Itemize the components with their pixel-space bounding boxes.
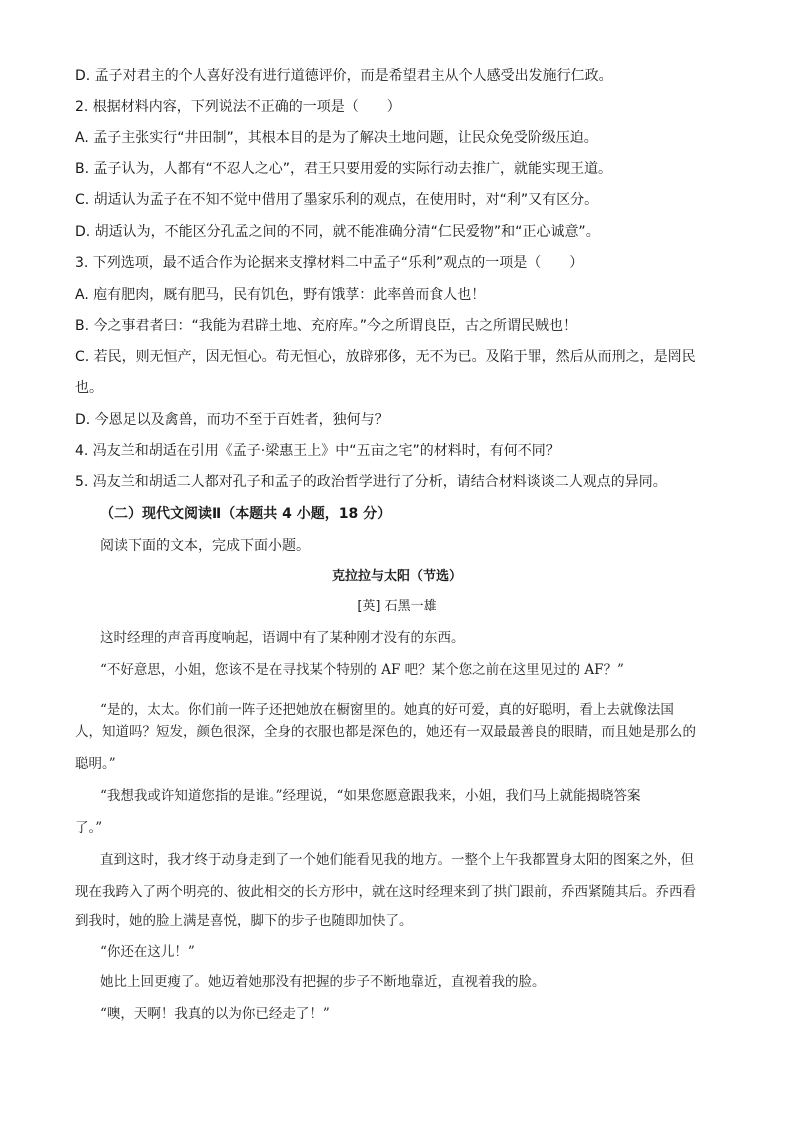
story-line: “不好意思，小姐，您该不是在寻找某个特别的 AF 吧？某个您之前在这里见过的 AF？”: [100, 662, 624, 678]
story-line: 聪明。”: [75, 756, 116, 772]
story-line: 现在我跨入了两个明亮的、彼此相交的长方形中，就在这时经理来到了拱门跟前，乔西紧随其后。乔西看: [75, 884, 696, 900]
section-heading: （二）现代文阅读Ⅱ（本题共 4 小题，18 分）: [100, 506, 392, 522]
story-line: “我想我或许知道您指的是谁。”经理说，“如果您愿意跟我来，小姐，我们马上就能揭晓答案: [100, 788, 641, 804]
story-line: “噢，天啊！我真的以为你已经走了！”: [100, 1006, 330, 1022]
story-line: 她比上回更瘦了。她迈着她那没有把握的步子不断地靠近，直视着我的脸。: [100, 974, 546, 990]
q3-option-b: B. 今之事君者曰：“我能为君辟土地、充府库。”今之所谓良臣，古之所谓民贼也！: [75, 318, 578, 334]
q3-option-d: D. 今恩足以及禽兽，而功不至于百姓者，独何与？: [75, 412, 389, 428]
q2-option-c: C. 胡适认为孟子在不知不觉中借用了墨家乐利的观点，在使用时，对“利”又有区分。: [75, 192, 599, 208]
story-line: 到我时，她的脸上满是喜悦，脚下的步子也随即加快了。: [75, 913, 413, 929]
q1-option-d: D. 孟子对君主的个人喜好没有进行道德评价，而是希望君主从个人感受出发施行仁政。: [75, 68, 613, 84]
story-line: 人，知道吗？短发，颜色很深，全身的衣服也都是深色的，她还有一双最最善良的眼睛，而且她是那么的: [75, 724, 696, 740]
q3-option-c: C. 若民，则无恒产，因无恒心。苟无恒心，放辟邪侈，无不为已。及陷于罪，然后从而刑之，是罔民: [75, 349, 696, 365]
story-line: 这时经理的声音再度响起，语调中有了某种刚才没有的东西。: [100, 630, 465, 646]
story-author: [英] 石黑一雄: [357, 599, 437, 614]
q3-option-c-cont: 也。: [75, 380, 103, 396]
section-instruction: 阅读下面的文本，完成下面小题。: [100, 538, 310, 554]
q5: 5. 冯友兰和胡适二人都对孔子和孟子的政治哲学进行了分析，请结合材料谈谈二人观点的异同。: [75, 474, 667, 490]
story-line: 直到这时，我才终于动身走到了一个她们能看见我的地方。一整个上午我都置身太阳的图案之外，但: [100, 852, 694, 868]
story-line: “是的，太太。你们前一阵子还把她放在橱窗里的。她真的好可爱，真的好聪明，看上去就像法国: [100, 702, 674, 718]
q2-stem: 2. 根据材料内容，下列说法不正确的一项是（ ）: [75, 99, 401, 115]
story-title: 克拉拉与太阳（节选）: [331, 569, 462, 584]
story-line: “你还在这儿！”: [100, 944, 195, 960]
q2-option-d: D. 胡适认为，不能区分孔孟之间的不同，就不能准确分清“仁民爱物”和“正心诚意”。: [75, 224, 600, 240]
story-line: 了。”: [75, 820, 103, 836]
q2-option-b: B. 孟子认为，人都有“不忍人之心”，君王只要用爱的实际行动去推广，就能实现王道。: [75, 161, 613, 177]
q3-stem: 3. 下列选项，最不适合作为论据来支撑材料二中孟子“乐利”观点的一项是（ ）: [75, 255, 584, 271]
q4: 4. 冯友兰和胡适在引用《孟子·梁惠王上》中“五亩之宅”的材料时，有何不同？: [75, 443, 560, 459]
q3-option-a: A. 庖有肥肉，厩有肥马，民有饥色，野有饿莩：此率兽而食人也！: [75, 287, 486, 303]
q2-option-a: A. 孟子主张实行“井田制”，其根本目的是为了解决土地问题，让民众免受阶级压迫。: [75, 130, 598, 146]
